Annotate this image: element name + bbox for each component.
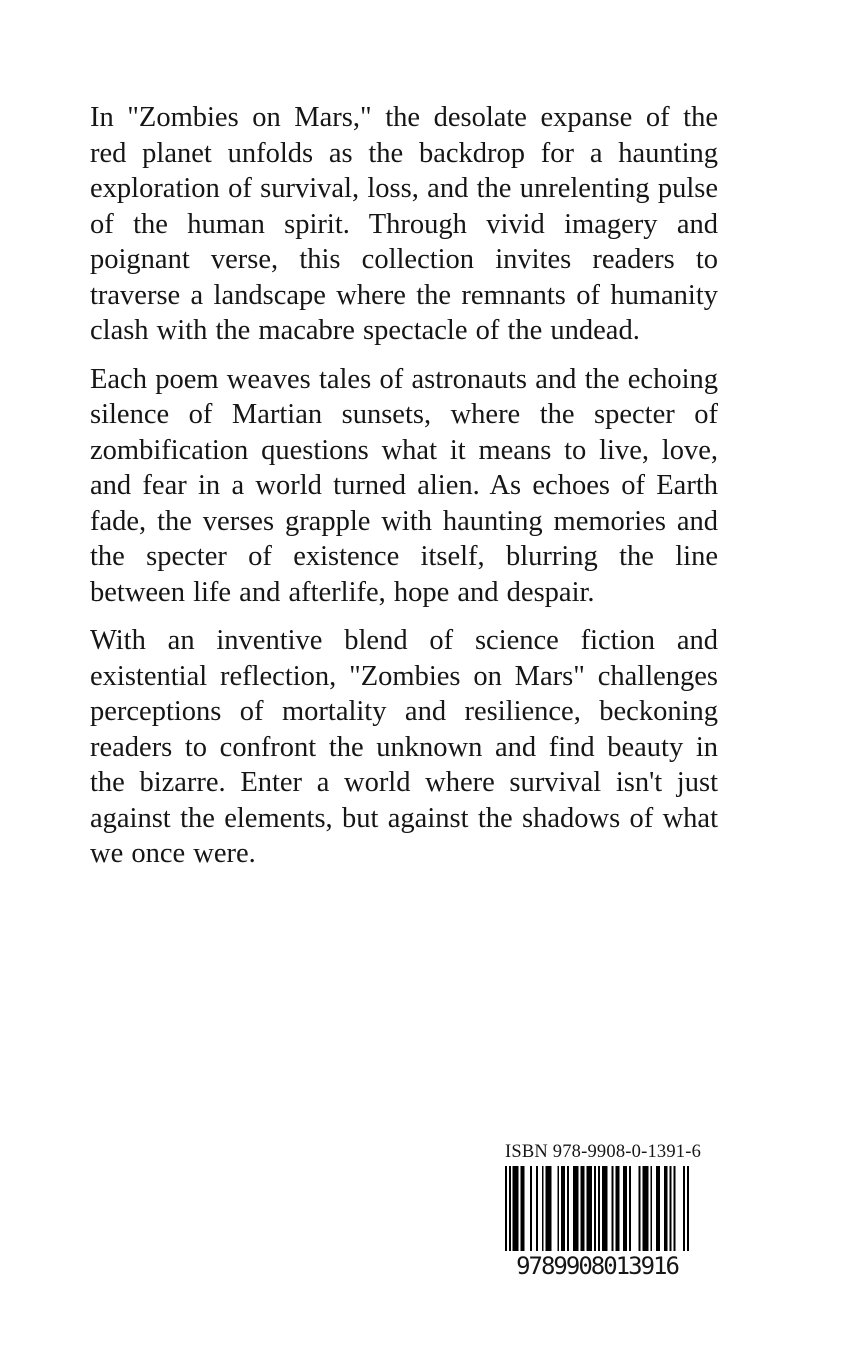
synopsis-paragraph-2: Each poem weaves tales of astronauts and the echoing silence of Martian sunsets, where the specter of zombification questions what it means to live, love, and fear in a world turned alien. As echoes of Earth fade, the verses grapple with haunting memories and the specter of existence itself, blurring the line between life and afterlife, hope and despair. [90, 363, 718, 608]
synopsis-paragraph-3: With an inventive blend of science fiction and existential reflection, "Zombies on Mars" challenges perceptions of mortality and resilience, beckoning readers to confront the unknown and find beauty in the bizarre. Enter a world where survival isn't just against the elements, but against the shadows of what we once were. [90, 625, 718, 869]
synopsis-text-block [90, 100, 718, 872]
synopsis-paragraph-1: In "Zombies on Mars," the desolate expanse of the red planet unfolds as the backdrop for a haunting exploration of survival, loss, and the unrelenting pulse of the human spirit. Through vivid imagery and poignant verse, this collection invites readers to traverse a landscape where the remnants of humanity clash with the macabre spectacle of the undead. [90, 102, 718, 346]
barcode-digits: 9789908013916 [516, 1252, 678, 1280]
ean13-barcode [505, 1166, 689, 1251]
isbn-number-label: ISBN 978-9908-0-1391-6 [505, 1142, 702, 1162]
isbn-block [505, 1141, 702, 1280]
